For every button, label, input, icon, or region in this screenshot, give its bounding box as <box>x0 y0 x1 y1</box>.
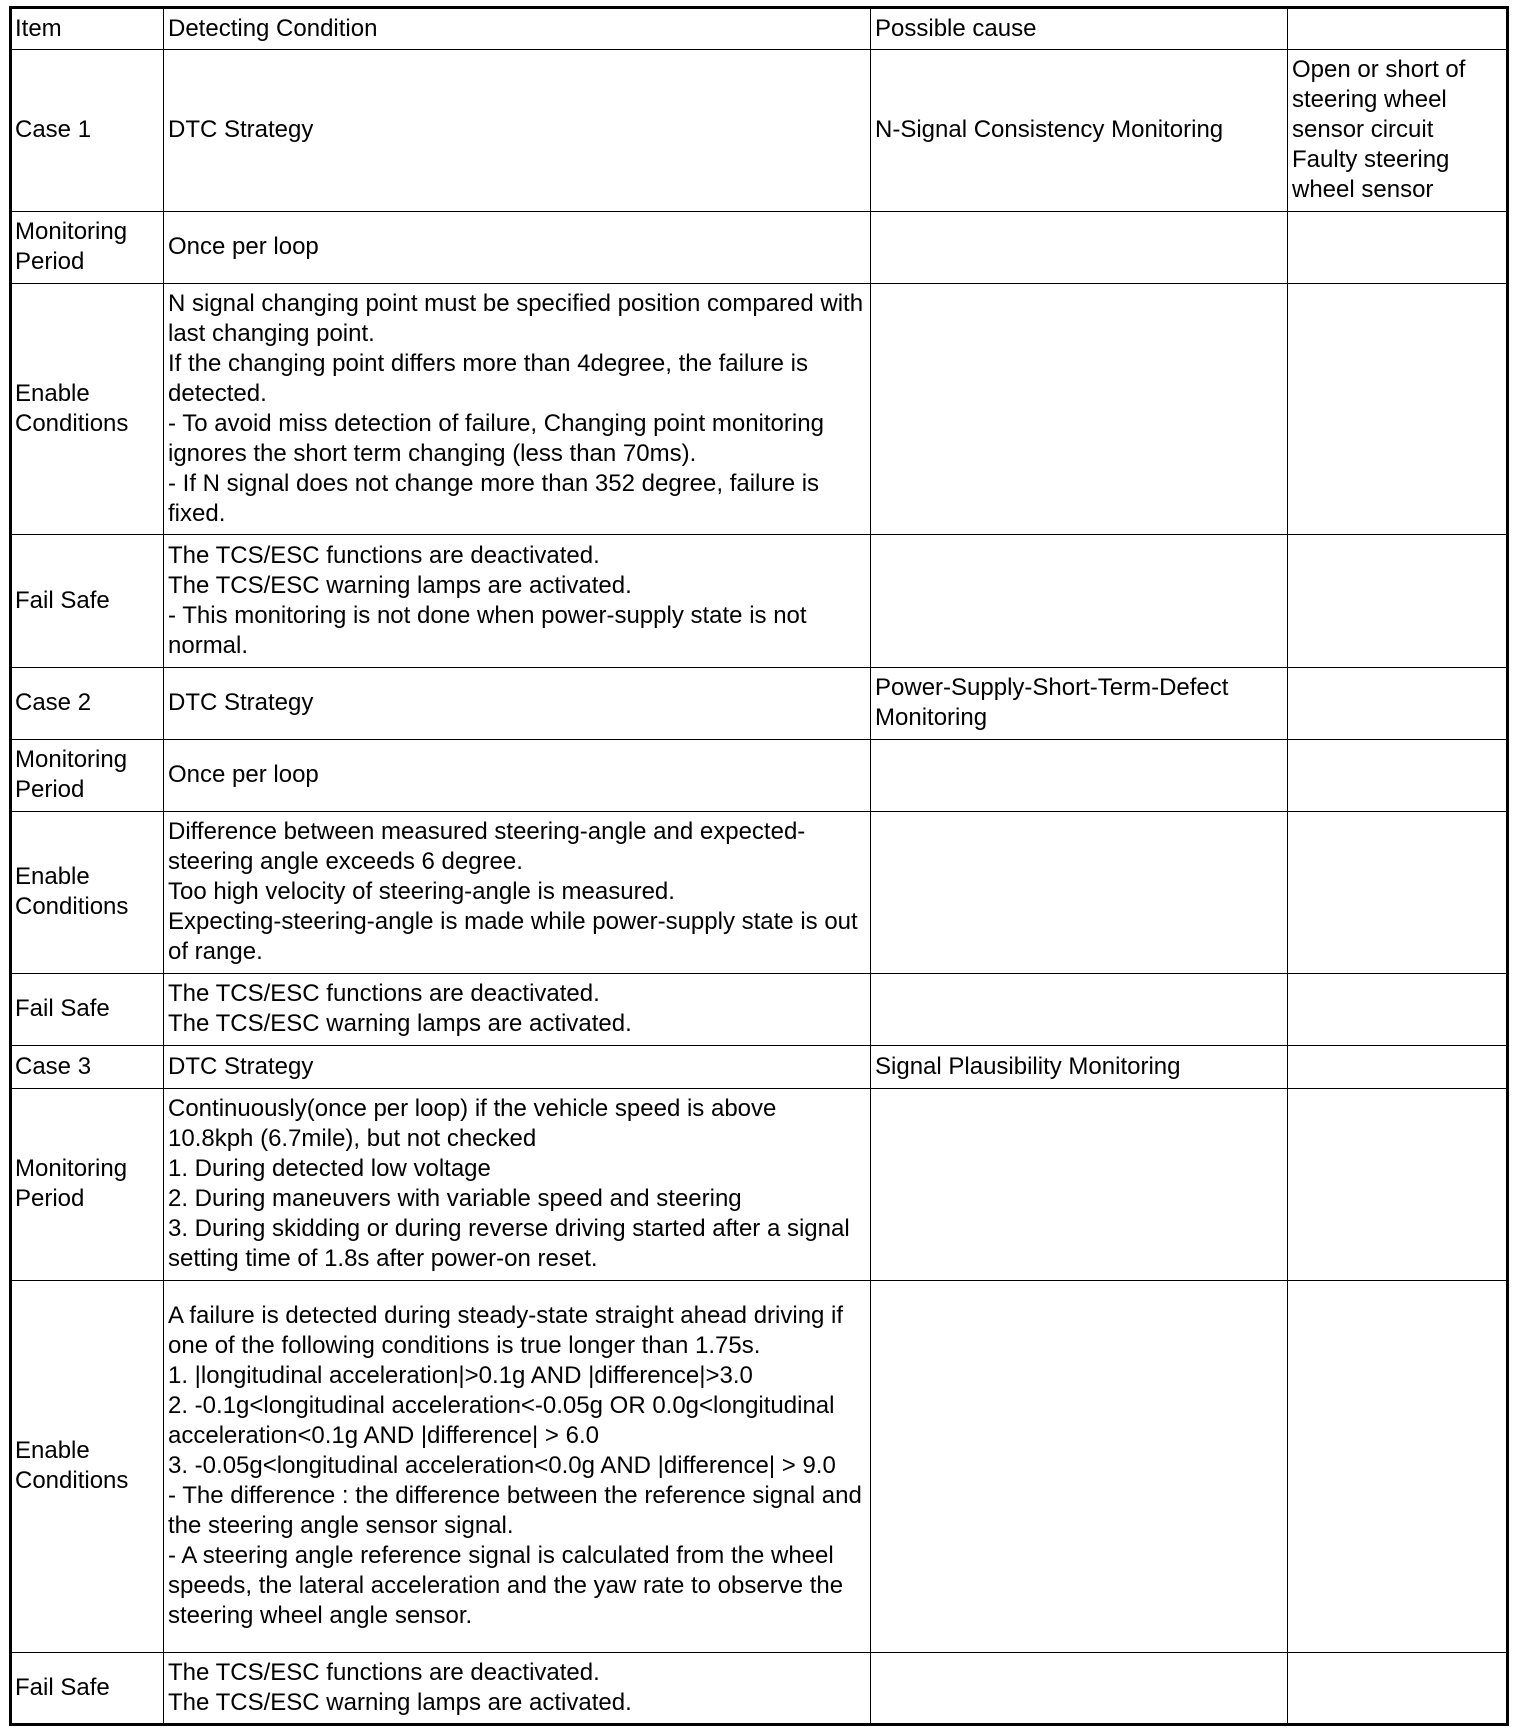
item-cell: Fail Safe <box>11 974 164 1046</box>
detecting-cell: A failure is detected during steady-state straight ahead driving if one of the following conditions is true longer than 1.75s. 1. |longitudinal acceleration|>0.1g AND |difference|>3.0 2. -0.1g<longitudinal acceleration<-0.05g OR 0.0g<longitudinal acceleration<0.1g AND |difference| > 6.0 3. -0.05g<longitudinal acceleration<0.0g AND |difference| > 9.0 - The difference : the difference between the reference signal and the steering angle sensor signal. - A steering angle reference signal is calculated from the wheel speeds, the lateral acceleration and the yaw rate to observe the steering wheel angle sensor. <box>164 1281 871 1653</box>
item-cell: Monitoring Period <box>11 740 164 812</box>
possible-cause-cell <box>871 284 1288 535</box>
item-cell: Fail Safe <box>11 1653 164 1725</box>
item-cell: Case 3 <box>11 1046 164 1089</box>
header-item: Item <box>11 8 164 50</box>
possible-cause-cell <box>871 974 1288 1046</box>
detecting-cell: The TCS/ESC functions are deactivated. The TCS/ESC warning lamps are activated. <box>164 974 871 1046</box>
table-row <box>11 1281 1508 1653</box>
extra-cell <box>1288 668 1508 740</box>
item-cell: Case 2 <box>11 668 164 740</box>
table-row <box>11 50 1508 212</box>
header-row <box>11 8 1508 50</box>
table-row <box>11 974 1508 1046</box>
detecting-cell: DTC Strategy <box>164 668 871 740</box>
header-possible-cause: Possible cause <box>871 8 1288 50</box>
extra-cell <box>1288 974 1508 1046</box>
detecting-cell: Once per loop <box>164 212 871 284</box>
detecting-cell: Continuously(once per loop) if the vehicle speed is above 10.8kph (6.7mile), but not checked 1. During detected low voltage 2. During maneuvers with variable speed and steering 3. During skidding or during reverse driving started after a signal setting time of 1.8s after power-on reset. <box>164 1089 871 1281</box>
extra-cell <box>1288 1281 1508 1653</box>
detecting-cell: DTC Strategy <box>164 50 871 212</box>
item-cell: Enable Conditions <box>11 1281 164 1653</box>
item-cell: Enable Conditions <box>11 284 164 535</box>
extra-cell <box>1288 535 1508 668</box>
detecting-cell: N signal changing point must be specified position compared with last changing point. If the changing point differs more than 4degree, the failure is detected. - To avoid miss detection of failure, Changing point monitoring ignores the short term changing (less than 70ms). - If N signal does not change more than 352 degree, failure is fixed. <box>164 284 871 535</box>
table-row <box>11 1653 1508 1725</box>
table-row <box>11 535 1508 668</box>
item-cell: Monitoring Period <box>11 212 164 284</box>
table-row <box>11 1046 1508 1089</box>
extra-cell <box>1288 212 1508 284</box>
possible-cause-cell <box>871 1653 1288 1725</box>
extra-cell <box>1288 812 1508 974</box>
extra-cell: Open or short of steering wheel sensor circuit Faulty steering wheel sensor <box>1288 50 1508 212</box>
detecting-cell: Once per loop <box>164 740 871 812</box>
possible-cause-cell <box>871 740 1288 812</box>
table-row <box>11 284 1508 535</box>
detecting-cell: The TCS/ESC functions are deactivated. The TCS/ESC warning lamps are activated. - This monitoring is not done when power-supply state is not normal. <box>164 535 871 668</box>
dtc-table <box>9 6 1509 1726</box>
possible-cause-cell: N-Signal Consistency Monitoring <box>871 50 1288 212</box>
detecting-cell: DTC Strategy <box>164 1046 871 1089</box>
table-row <box>11 212 1508 284</box>
table-row <box>11 668 1508 740</box>
header-extra <box>1288 8 1508 50</box>
item-cell: Case 1 <box>11 50 164 212</box>
table-row <box>11 1089 1508 1281</box>
possible-cause-cell <box>871 812 1288 974</box>
extra-cell <box>1288 1046 1508 1089</box>
item-cell: Monitoring Period <box>11 1089 164 1281</box>
extra-cell <box>1288 284 1508 535</box>
possible-cause-cell <box>871 1281 1288 1653</box>
table-row <box>11 812 1508 974</box>
possible-cause-cell: Power-Supply-Short-Term-Defect Monitoring <box>871 668 1288 740</box>
extra-cell <box>1288 1653 1508 1725</box>
detecting-cell: Difference between measured steering-angle and expected-steering angle exceeds 6 degree. Too high velocity of steering-angle is measured. Expecting-steering-angle is made while power-supply state is out of range. <box>164 812 871 974</box>
possible-cause-cell: Signal Plausibility Monitoring <box>871 1046 1288 1089</box>
possible-cause-cell <box>871 212 1288 284</box>
extra-cell <box>1288 1089 1508 1281</box>
item-cell: Enable Conditions <box>11 812 164 974</box>
detecting-cell: The TCS/ESC functions are deactivated. The TCS/ESC warning lamps are activated. <box>164 1653 871 1725</box>
possible-cause-cell <box>871 535 1288 668</box>
header-detecting-condition: Detecting Condition <box>164 8 871 50</box>
extra-cell <box>1288 740 1508 812</box>
possible-cause-cell <box>871 1089 1288 1281</box>
item-cell: Fail Safe <box>11 535 164 668</box>
table-row <box>11 740 1508 812</box>
